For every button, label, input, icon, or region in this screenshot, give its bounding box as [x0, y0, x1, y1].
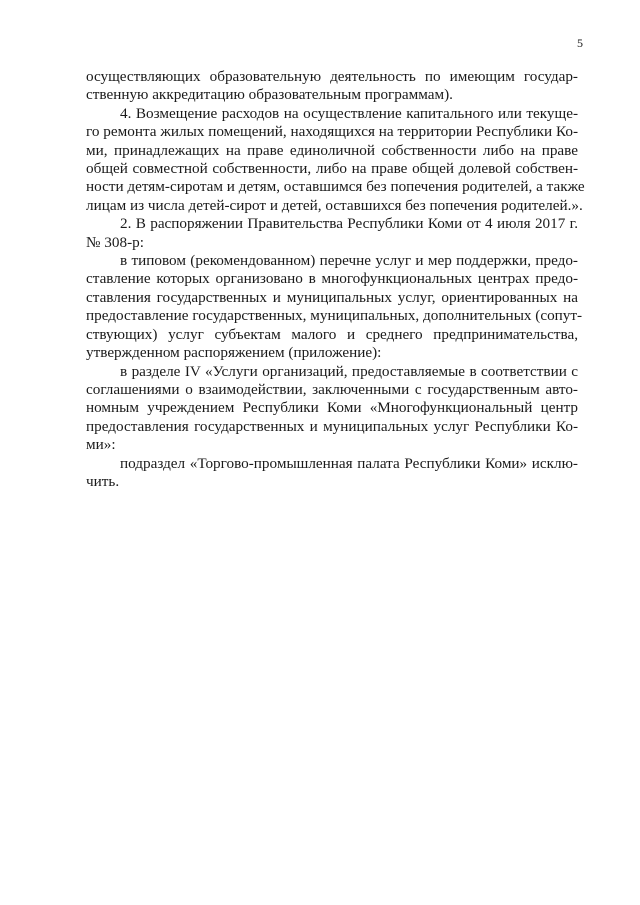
text-line: ствующих) услуг субъектам малого и среднего предпринимательства,	[86, 325, 578, 343]
text-line: ми, принадлежащих на праве единоличной собственности либо на праве	[86, 141, 578, 159]
text-line: соглашениями о взаимодействии, заключенными с государственным авто-	[86, 380, 578, 398]
text-line: предоставления государственных и муниципальных услуг Республики Ко-	[86, 417, 578, 435]
text-line: ставление которых организовано в многофункциональных центрах предо-	[86, 270, 578, 288]
text-line: го ремонта жилых помещений, находящихся на территории Республики Ко-	[86, 123, 578, 141]
document-body	[86, 68, 585, 491]
text-line: ственную аккредитацию образовательным программам).	[86, 86, 453, 104]
text-line: чить.	[86, 472, 120, 490]
text-line: ности детям-сиротам и детям, оставшимся без попечения родителей, а также	[86, 178, 585, 196]
text-line: в типовом (рекомендованном) перечне услуг и мер поддержки, предо-	[120, 252, 578, 270]
text-line: лицам из числа детей-сирот и детей, оставшихся без попечения родителей.».	[86, 196, 583, 214]
text-line: ставления государственных и муниципальных услуг, ориентированных на	[86, 288, 578, 306]
paragraph-section-iv	[86, 363, 578, 455]
text-line: в разделе IV «Услуги организаций, предоставляемые в соответствии с	[120, 362, 578, 380]
page-number: 5	[577, 36, 583, 50]
text-line: 2. В распоряжении Правительства Республики Коми от 4 июля 2017 г.	[120, 215, 578, 233]
text-line: подраздел «Торгово-промышленная палата Республики Коми» исклю-	[120, 454, 578, 472]
text-line: общей совместной собственности, либо на праве общей долевой собствен-	[86, 160, 578, 178]
text-line: ми»:	[86, 436, 116, 454]
paragraph-item-2	[86, 215, 578, 252]
text-line: предоставление государственных, муниципальных, дополнительных (сопут-	[86, 307, 583, 325]
paragraph-typical-list	[86, 252, 583, 362]
text-line: 4. Возмещение расходов на осуществление капитального или текуще-	[120, 104, 578, 122]
text-line: № 308-р:	[86, 233, 144, 251]
paragraph-item-4	[86, 104, 585, 215]
text-line: номным учреждением Республики Коми «Многофункциональный центр	[86, 399, 578, 417]
paragraph-continuation	[86, 68, 578, 105]
text-line: утвержденном распоряжением (приложение):	[86, 344, 382, 362]
text-line: осуществляющих образовательную деятельность по имеющим государ-	[86, 68, 578, 85]
paragraph-subsection	[86, 455, 578, 492]
